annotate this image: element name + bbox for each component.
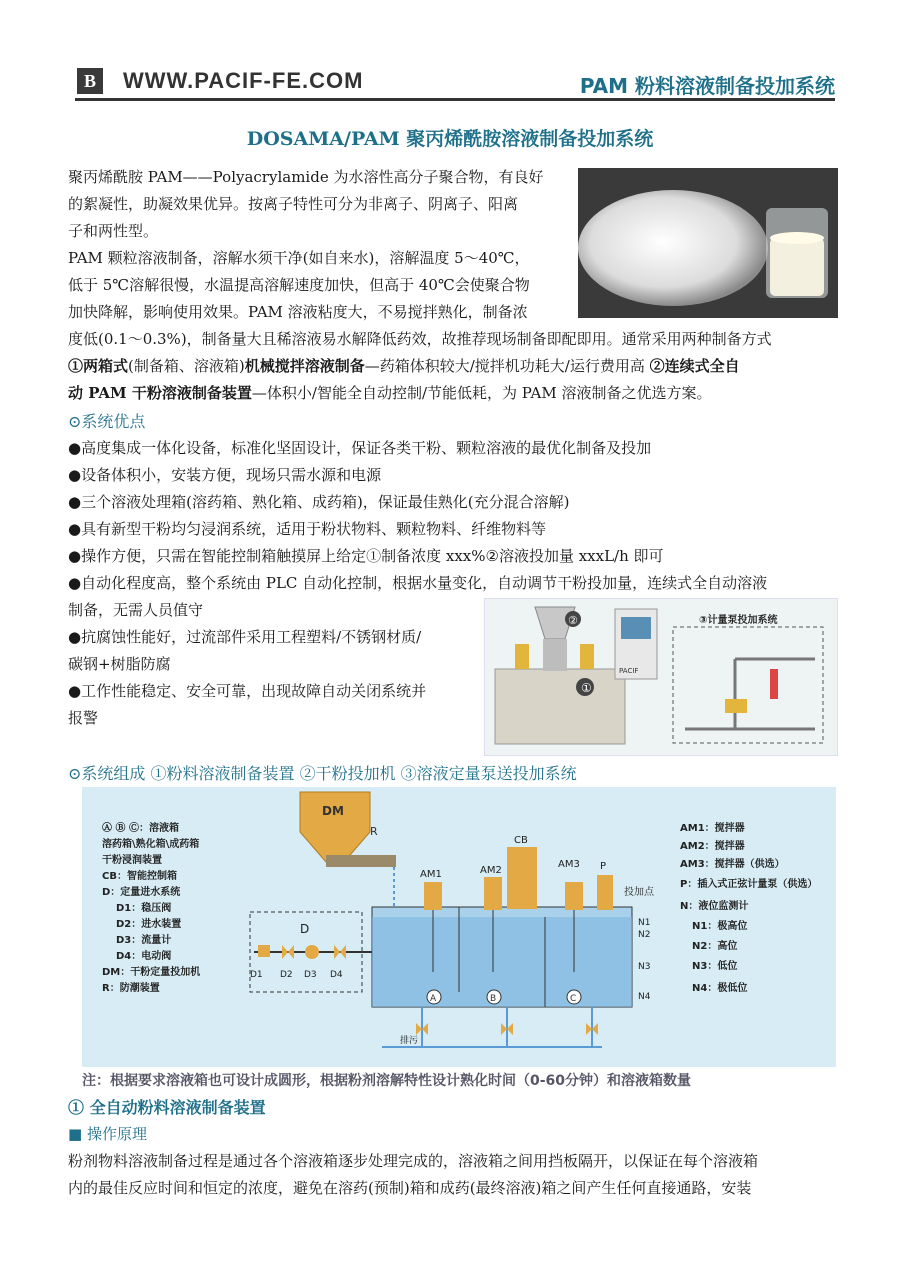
legend-right: N4：极低位 <box>692 983 748 994</box>
legend-right: N3：低位 <box>692 961 738 972</box>
legend-right: N：液位监测计 <box>680 901 749 912</box>
list-item: ●自动化程度高，整个系统由 PLC 自动化控制，根据水量变化，自动调节干粉投加量，连续式全自动溶液 <box>68 574 768 592</box>
legend-right: N1：极高位 <box>692 921 748 932</box>
header-title: PAM 粉料溶液制备投加系统 <box>579 74 835 98</box>
intro-line: PAM 颗粒溶液制备，溶解水须干净(如自来水)，溶解温度 5～40℃， <box>68 249 530 267</box>
am2-label: AM2 <box>480 865 502 876</box>
intro-line: 的絮凝性，助凝效果优异。按离子特性可分为非离子、阴离子、阳离 <box>68 195 519 213</box>
method-line <box>68 353 838 380</box>
list-item: ●具有新型干粉均匀浸润系统，适用于粉状物料、颗粒物料、纤维物料等 <box>68 520 547 538</box>
list-item: ●三个溶液处理箱(溶药箱、熟化箱、成药箱)，保证最佳熟化(充分混合溶解) <box>68 493 570 511</box>
list-item: ●设备体积小，安装方便，现场只需水源和电源 <box>68 466 382 484</box>
method-2-name: ②连续式全自 <box>649 357 740 375</box>
machine-label-2: ② <box>568 614 578 627</box>
composition-heading: ⊙系统组成 ①粉料溶液制备装置 ②干粉投加机 ③溶液定量泵送投加系统 <box>68 764 577 783</box>
list-item: ●抗腐蚀性能好，过流部件采用工程塑料/不锈钢材质/ <box>68 628 422 646</box>
subsection-heading: ■ 操作原理 <box>68 1125 147 1143</box>
website-url[interactable]: WWW.PACIF-FE.COM <box>123 68 364 93</box>
p-label: P <box>600 861 607 872</box>
legend-right: AM2：搅拌器 <box>680 841 745 852</box>
page-header <box>75 66 835 102</box>
list-item: ●操作方便，只需在智能控制箱触摸屏上给定①制备浓度 xxx%②溶液投加量 xxxL/h 即可 <box>68 547 664 565</box>
section-heading: ① 全自动粉料溶液制备装置 <box>68 1098 266 1117</box>
method-1-detail: (制备箱、溶液箱) <box>128 357 245 375</box>
level-n1-label: N1 <box>638 918 651 928</box>
level-n3-label: N3 <box>638 962 651 972</box>
legend-left: D：定量进水系统 <box>102 887 181 898</box>
am3-label: AM3 <box>558 859 580 870</box>
d3-label: D3 <box>304 970 317 980</box>
intro-line: 聚丙烯酰胺 PAM——Polyacrylamide 为水溶性高分子聚合物，有良好 <box>68 168 544 186</box>
method-2-type: 动 PAM 干粉溶液制备装置 <box>68 384 252 402</box>
legend-left: D1：稳压阀 <box>116 903 172 914</box>
method-1-name: ①两箱式 <box>68 357 129 375</box>
document-title: DOSAMA/PAM 聚丙烯酰胺溶液制备投加系统 <box>246 128 654 150</box>
legend-left: 溶药箱\熟化箱\成药箱 <box>102 839 200 850</box>
tank-b-label: B <box>490 994 497 1004</box>
intro-line: 子和两性型。 <box>68 222 159 240</box>
system-diagram <box>82 787 836 1067</box>
intro-line: 加快降解，影响使用效果。PAM 溶液粘度大，不易搅拌熟化，制备浓 <box>68 303 528 321</box>
dosing-point-label: 投加点 <box>624 887 654 898</box>
advantages-list <box>68 435 838 597</box>
legend-left: Ⓐ Ⓑ Ⓒ：溶液箱 <box>102 823 179 834</box>
intro-line: 低于 5℃溶解很慢，水温提高溶解速度加快，但高于 40℃会使聚合物 <box>68 276 530 294</box>
list-item: 碳钢+树脂防腐 <box>68 655 171 673</box>
legend-right: AM1：搅拌器 <box>680 823 745 834</box>
intro-full-line: 度低(0.1～0.3%)，制备量大且稀溶液易水解降低药效，故推荐现场制备即配即用。通常采用两种制备方式 <box>68 330 772 348</box>
method-line <box>68 380 838 407</box>
legend-right: P：插入式正弦计量泵（供选） <box>680 879 818 890</box>
principle-text <box>68 1148 838 1202</box>
legend-left: D4：电动阀 <box>116 951 172 962</box>
principle-line: 粉剂物料溶液制备过程是通过各个溶液箱逐步处理完成的，溶液箱之间用挡板隔开，以保证在每个溶液箱 <box>68 1152 759 1170</box>
tank-a-label: A <box>430 994 437 1004</box>
legend-left: R：防潮装置 <box>102 983 160 994</box>
level-n2-label: N2 <box>638 930 651 940</box>
d-label: D <box>300 922 310 936</box>
diagram-note: 注：根据要求溶液箱也可设计成圆形，根据粉剂溶解特性设计熟化时间（0-60分钟）和溶液箱数量 <box>82 1073 692 1089</box>
d2-label: D2 <box>280 970 293 980</box>
method-1-type: 机械搅拌溶液制备 <box>244 357 365 375</box>
d1-label: D1 <box>250 970 263 980</box>
level-n4-label: N4 <box>638 992 651 1002</box>
intro-text <box>68 164 568 326</box>
pam-powder-photo <box>578 168 838 318</box>
legend-left: DM：干粉定量投加机 <box>102 967 201 978</box>
am1-label: AM1 <box>420 869 442 880</box>
method-2-desc: —体积小/智能全自动控制/节能低耗，为 PAM 溶液制备之优选方案。 <box>251 384 712 402</box>
legend-right: AM3：搅拌器（供选） <box>680 859 785 870</box>
legend-left: CB：智能控制箱 <box>102 871 177 882</box>
r-label: R <box>370 825 378 838</box>
list-item: ●工作性能稳定、安全可靠，出现故障自动关闭系统并 <box>68 682 427 700</box>
legend-right: N2：高位 <box>692 941 738 952</box>
principle-line: 内的最佳反应时间和恒定的浓度，避免在溶药(预制)箱和成药(最终溶液)箱之间产生任何直接通路，安装 <box>68 1179 752 1197</box>
company-logo: B <box>77 68 103 94</box>
cb-label: CB <box>514 835 528 846</box>
legend-left: D3：流量计 <box>116 935 172 946</box>
machine-label-3: ③计量泵投加系统 <box>699 615 778 626</box>
advantages-heading: ⊙系统优点 <box>68 412 146 431</box>
advantages-list-continued <box>68 597 478 732</box>
list-item: 制备，无需人员值守 <box>68 601 204 619</box>
equipment-photo <box>484 598 838 756</box>
tank-c-label: C <box>570 994 577 1004</box>
legend-left: D2：进水装置 <box>116 919 182 930</box>
method-1-desc: —药箱体积较大/搅拌机功耗大/运行费用高 <box>364 357 650 375</box>
machine-label-1: ① <box>581 681 592 695</box>
list-item: ●高度集成一体化设备，标准化坚固设计，保证各类干粉、颗粒溶液的最优化制备及投加 <box>68 439 652 457</box>
dm-label: DM <box>322 804 344 818</box>
header-rule <box>75 98 835 101</box>
legend-left: 干粉浸润装置 <box>102 855 162 866</box>
drain-label: 排污 <box>400 1036 419 1046</box>
d4-label: D4 <box>330 970 343 980</box>
list-item: 报警 <box>68 709 99 727</box>
machine-brand: PACIF <box>619 667 639 675</box>
